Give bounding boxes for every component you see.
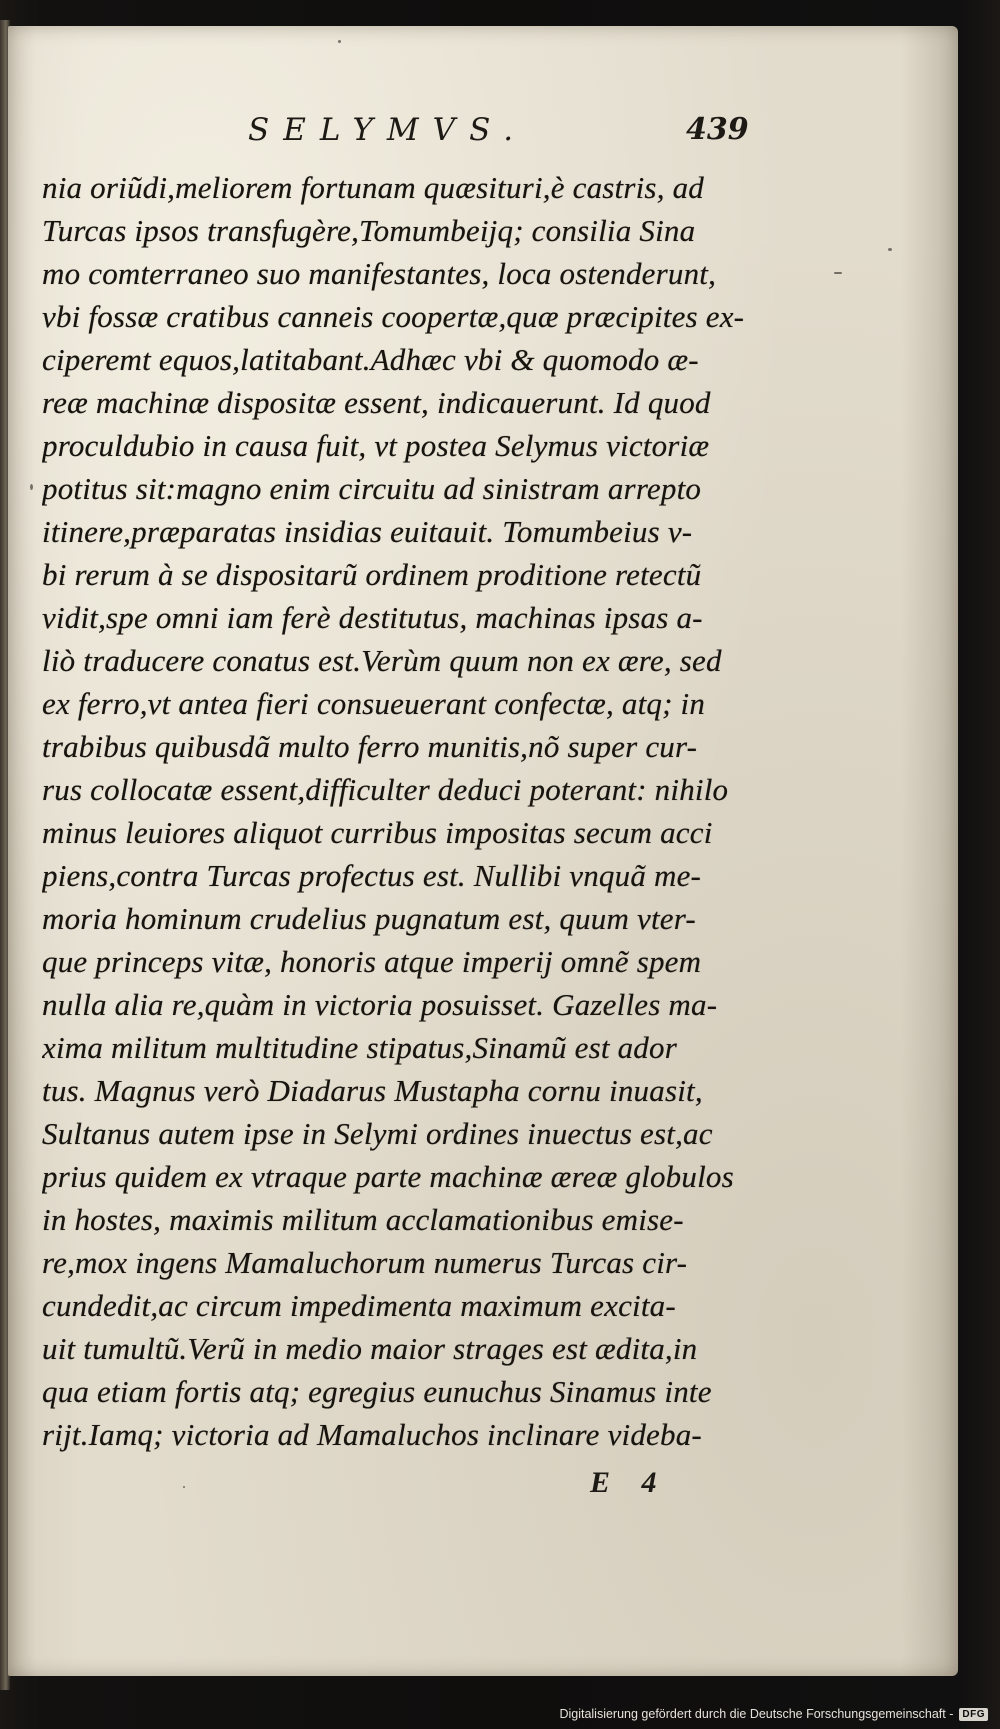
text-line: ex ferro,vt antea fieri consueuerant confectæ, atq; in — [42, 686, 706, 721]
text-line: prius quidem ex vtraque parte machinæ æreæ globulos — [42, 1159, 734, 1194]
text-line: mo comterraneo suo manifestantes, loca ostenderunt, — [42, 256, 717, 291]
text-line: ciperemt equos,latitabant.Adhæc vbi & quomodo æ- — [42, 342, 699, 377]
page-number: 439 — [686, 112, 749, 147]
text-line: in hostes, maximis militum acclamationibus emise- — [42, 1202, 684, 1237]
signature-mark: E 4 — [590, 1466, 669, 1499]
text-line: vidit,spe omni iam ferè destitutus, machinas ipsas a- — [42, 600, 703, 635]
text-line: cundedit,ac circum impedimenta maximum excita- — [42, 1288, 676, 1323]
paper-speck — [30, 484, 33, 490]
text-line: piens,contra Turcas profectus est. Nullibi vnquã me- — [42, 858, 702, 893]
text-line: nia oriũdi,meliorem fortunam quæsituri,è castris, ad — [42, 170, 704, 205]
text-line: uit tumultũ.Verũ in medio maior strages est ædita,in — [42, 1331, 698, 1366]
text-line: moria hominum crudelius pugnatum est, quum vter- — [42, 901, 696, 936]
text-line: vbi fossæ cratibus canneis coopertæ,quæ præcipites ex- — [42, 299, 745, 334]
paper-speck — [338, 40, 341, 43]
paper-speck — [888, 248, 892, 251]
text-line: tus. Magnus verò Diadarus Mustapha cornu inuasit, — [42, 1073, 703, 1108]
text-line: itinere,præparatas insidias euitauit. Tomumbeius v- — [42, 514, 693, 549]
text-line: reæ machinæ dispositæ essent, indicauerunt. Id quod — [42, 385, 711, 420]
text-line: proculdubio in causa fuit, vt postea Selymus victoriæ — [42, 428, 710, 463]
text-line: trabibus quibusdã multo ferro munitis,nõ super cur- — [42, 729, 698, 764]
text-line: re,mox ingens Mamaluchorum numerus Turcas cir- — [42, 1245, 688, 1280]
text-line: que princeps vitæ, honoris atque imperij omnẽ spem — [42, 944, 702, 979]
text-line: rus collocatæ essent,difficulter deduci poterant: nihilo — [42, 772, 729, 807]
running-head: SELYMVS. — [248, 112, 528, 148]
text-line: xima militum multitudine stipatus,Sinamũ est ador — [42, 1030, 677, 1065]
digitization-credit — [559, 1703, 988, 1725]
text-line: Sultanus autem ipse in Selymi ordines inuectus est,ac — [42, 1116, 713, 1151]
text-line: qua etiam fortis atq; egregius eunuchus Sinamus inte — [42, 1374, 712, 1409]
text-line: nulla alia re,quàm in victoria posuisset. Gazelles ma- — [42, 987, 718, 1022]
text-line: potitus sit:magno enim circuitu ad sinistram arrepto — [42, 471, 702, 506]
paper-speck — [834, 272, 842, 274]
dfg-logo: DFG — [959, 1708, 988, 1721]
text-line: rijt.Iamq; victoria ad Mamaluchos inclinare videba- — [42, 1417, 702, 1452]
text-line: minus leuiores aliquot curribus impositas secum acci — [42, 815, 713, 850]
paper-speck — [183, 1486, 185, 1488]
text-line: bi rerum à se dispositarũ ordinem proditione retectũ — [42, 557, 702, 592]
text-block — [42, 166, 754, 1456]
credit-text: Digitalisierung gefördert durch die Deutsche Forschungsgemeinschaft - — [559, 1707, 954, 1721]
text-line: liò traducere conatus est.Verùm quum non ex ære, sed — [42, 643, 722, 678]
text-line: Turcas ipsos transfugère,Tomumbeijq; consilia Sina — [42, 213, 696, 248]
